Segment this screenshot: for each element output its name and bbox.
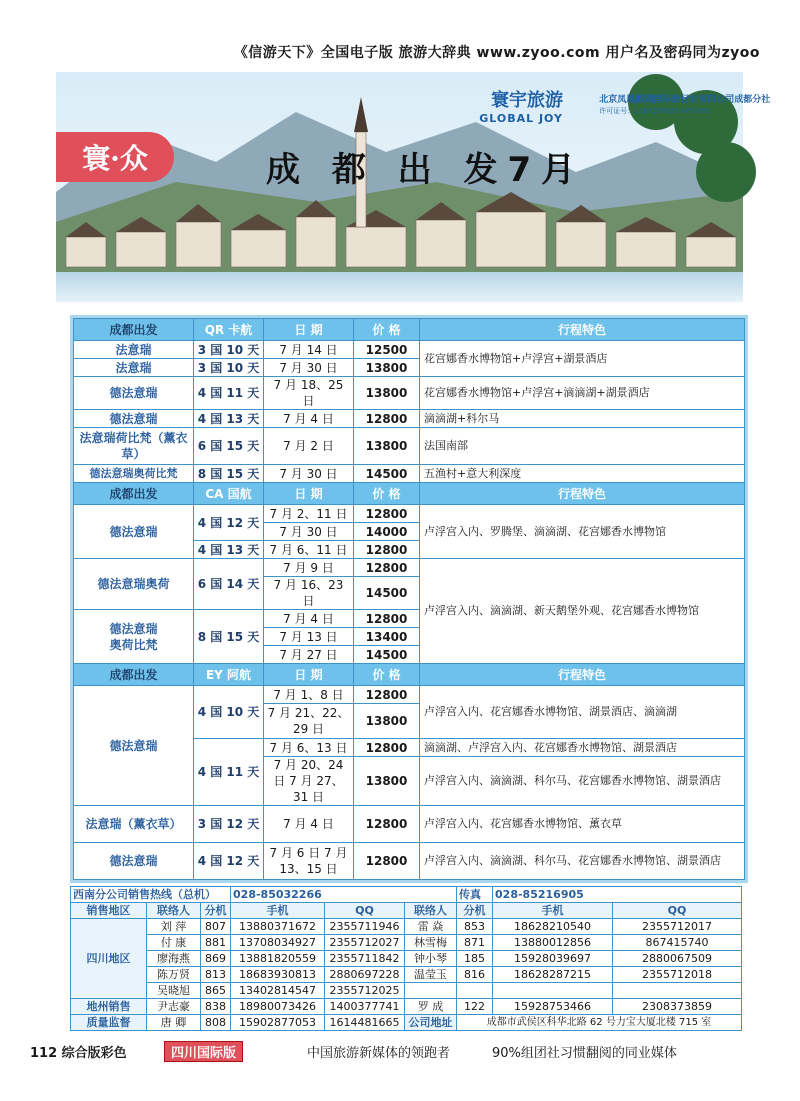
route-cell: 法意瑞 — [74, 359, 194, 377]
contact-cell: 罗 成 — [405, 999, 457, 1015]
route-cell: 德法意瑞 — [74, 377, 194, 410]
days-cell: 4 国 10 天 — [194, 686, 264, 739]
contact-cell: 吴晓旭 — [147, 983, 201, 999]
date-cell: 7 月 20、24 日 7 月 27、31 日 — [264, 757, 354, 806]
contact-cell: 温莹玉 — [405, 967, 457, 983]
contact-row — [71, 967, 742, 983]
contact-cell — [457, 983, 493, 999]
days-cell: 4 国 13 天 — [194, 410, 264, 428]
date-cell: 7 月 16、23 日 — [264, 577, 354, 610]
hero-banner — [56, 72, 771, 302]
contact-cell: 尹志豪 — [147, 999, 201, 1015]
company-address: 成都市武侯区科华北路 62 号力宝大厦北楼 715 室 — [457, 1015, 742, 1031]
contact-cell: 1400377741 — [325, 999, 405, 1015]
contact-cell: 871 — [457, 935, 493, 951]
brand-logo-block — [479, 86, 771, 125]
route-line: 德法意瑞 — [109, 621, 158, 636]
header-cell: 成都出发 — [74, 664, 194, 686]
hotline-number: 028-85032266 — [231, 887, 457, 903]
header-cell: 联络人 — [147, 903, 201, 919]
table-row — [74, 843, 745, 880]
feature-cell: 滴滴湖、卢浮宫入内、花宫娜香水博物馆、湖景酒店 — [420, 739, 745, 757]
date-cell: 7 月 30 日 — [264, 359, 354, 377]
table-row — [74, 428, 745, 465]
contact-row — [71, 999, 742, 1015]
contact-cell: 雷 焱 — [405, 919, 457, 935]
contact-cell: 林雪梅 — [405, 935, 457, 951]
header-cell: CA 国航 — [194, 483, 264, 505]
contact-cell: 13402814547 — [231, 983, 325, 999]
price-cell: 12500 — [354, 341, 420, 359]
hotline-label: 西南分公司销售热线（总机） — [71, 887, 231, 903]
contact-cell: 865 — [201, 983, 231, 999]
header-cell: 成都出发 — [74, 483, 194, 505]
header-cell: EY 阿航 — [194, 664, 264, 686]
contact-cell: 15928039697 — [493, 951, 613, 967]
date-cell: 7 月 9 日 — [264, 559, 354, 577]
contact-cell: 13708034927 — [231, 935, 325, 951]
price-cell: 12800 — [354, 505, 420, 523]
feature-cell: 法国南部 — [420, 428, 745, 465]
days-cell: 3 国 10 天 — [194, 359, 264, 377]
date-cell: 7 月 21、22、29 日 — [264, 704, 354, 739]
brand-name-cn: 寰宇旅游 — [491, 90, 563, 111]
header-cell: 日 期 — [264, 483, 354, 505]
feature-cell: 花宫娜香水博物馆+卢浮宫+滴滴湖+湖景酒店 — [420, 377, 745, 410]
date-cell: 7 月 27 日 — [264, 646, 354, 664]
contact-cell: 2880067509 — [613, 951, 742, 967]
days-cell: 4 国 12 天 — [194, 505, 264, 541]
address-label: 公司地址 — [405, 1015, 457, 1031]
header-cell: 行程特色 — [420, 319, 745, 341]
header-cell: 手机 — [493, 903, 613, 919]
price-cell: 13400 — [354, 628, 420, 646]
header-cell: 联络人 — [405, 903, 457, 919]
contact-cell: 18683930813 — [231, 967, 325, 983]
price-cell: 12800 — [354, 843, 420, 880]
contact-cell — [405, 983, 457, 999]
contact-cell: 2355712018 — [613, 967, 742, 983]
contact-row — [71, 919, 742, 935]
region-label: 四川地区 — [71, 919, 147, 999]
contact-cell: 2880697228 — [325, 967, 405, 983]
header-cell: 价 格 — [354, 483, 420, 505]
route-cell — [74, 610, 194, 664]
brand-tag: 寰·众 — [56, 132, 174, 182]
header-cell: 销售地区 — [71, 903, 147, 919]
header-cell: 价 格 — [354, 319, 420, 341]
header-cell: 日 期 — [264, 664, 354, 686]
edition-badge: 四川国际版 — [164, 1041, 243, 1062]
table-row — [74, 410, 745, 428]
route-cell: 法意瑞荷比梵（薰衣草） — [74, 428, 194, 465]
page-footer — [24, 1041, 784, 1063]
date-cell: 7 月 14 日 — [264, 341, 354, 359]
feature-cell: 花宫娜香水博物馆+卢浮宫+湖景酒店 — [420, 341, 745, 377]
contact-cell: 付 康 — [147, 935, 201, 951]
date-cell: 7 月 6、13 日 — [264, 739, 354, 757]
price-cell: 12800 — [354, 541, 420, 559]
contact-cell: 867415740 — [613, 935, 742, 951]
header-cell: 分机 — [457, 903, 493, 919]
contact-cell: 808 — [201, 1015, 231, 1031]
contact-cell: 13880012856 — [493, 935, 613, 951]
contact-header-row — [71, 903, 742, 919]
date-cell: 7 月 4 日 — [264, 410, 354, 428]
days-cell: 3 国 12 天 — [194, 806, 264, 843]
price-cell: 13800 — [354, 428, 420, 465]
page-title: 成 都 出 发7月 — [266, 150, 586, 190]
table-row — [74, 559, 745, 577]
price-cell: 12800 — [354, 559, 420, 577]
days-cell: 3 国 10 天 — [194, 341, 264, 359]
header-cell: 行程特色 — [420, 664, 745, 686]
feature-cell: 卢浮宫入内、罗腾堡、滴滴湖、花宫娜香水博物馆 — [420, 505, 745, 559]
contact-cell: 陈万贤 — [147, 967, 201, 983]
contact-cell: 122 — [457, 999, 493, 1015]
tour-price-table — [70, 315, 748, 883]
header-cell: QR 卡航 — [194, 319, 264, 341]
date-cell: 7 月 18、25 日 — [264, 377, 354, 410]
price-cell: 12800 — [354, 610, 420, 628]
header-cell: 手机 — [231, 903, 325, 919]
contact-cell: 813 — [201, 967, 231, 983]
contact-cell: 18628210540 — [493, 919, 613, 935]
date-cell: 7 月 30 日 — [264, 523, 354, 541]
table-row — [74, 505, 745, 523]
contact-cell: 刘 萍 — [147, 919, 201, 935]
fax-number: 028-85216905 — [493, 887, 742, 903]
feature-cell: 五渔村+意大利深度 — [420, 465, 745, 483]
price-cell: 14000 — [354, 523, 420, 541]
days-cell: 6 国 14 天 — [194, 559, 264, 610]
price-cell: 13800 — [354, 359, 420, 377]
contact-cell: 869 — [201, 951, 231, 967]
slogan-1: 中国旅游新媒体的领跑者 — [307, 1046, 451, 1061]
contact-cell: 2355711946 — [325, 919, 405, 935]
route-cell: 德法意瑞奥荷比梵 — [74, 465, 194, 483]
contact-cell: 13881820559 — [231, 951, 325, 967]
route-cell: 法意瑞 — [74, 341, 194, 359]
date-cell: 7 月 4 日 — [264, 806, 354, 843]
price-cell: 14500 — [354, 577, 420, 610]
table-header-ey — [74, 664, 745, 686]
contact-row — [71, 983, 742, 999]
contact-row — [71, 1015, 742, 1031]
page-number: 112 综合版彩色 — [30, 1046, 127, 1061]
feature-cell: 卢浮宫入内、滴滴湖、科尔马、花宫娜香水博物馆、湖景酒店 — [420, 843, 745, 880]
contact-row — [71, 935, 742, 951]
slogan-2: 90%组团社习惯翻阅的同业媒体 — [492, 1046, 677, 1061]
price-cell: 12800 — [354, 739, 420, 757]
feature-cell: 滴滴湖+科尔马 — [420, 410, 745, 428]
contact-cell: 唐 卿 — [147, 1015, 201, 1031]
date-cell: 7 月 30 日 — [264, 465, 354, 483]
price-cell: 12800 — [354, 806, 420, 843]
header-cell: QQ — [325, 903, 405, 919]
days-cell: 4 国 11 天 — [194, 739, 264, 806]
contact-cell: 185 — [457, 951, 493, 967]
days-cell: 4 国 11 天 — [194, 377, 264, 410]
contact-cell: 廖海燕 — [147, 951, 201, 967]
table-header-ca — [74, 483, 745, 505]
region-label: 质量监督 — [71, 1015, 147, 1031]
route-line: 奥荷比梵 — [109, 637, 158, 652]
price-cell: 14500 — [354, 465, 420, 483]
route-cell: 法意瑞（薰衣草） — [74, 806, 194, 843]
contact-cell — [613, 983, 742, 999]
route-cell: 德法意瑞 — [74, 410, 194, 428]
date-cell: 7 月 6 日 7 月 13、15 日 — [264, 843, 354, 880]
contact-cell: 1614481665 — [325, 1015, 405, 1031]
date-cell: 7 月 4 日 — [264, 610, 354, 628]
date-cell: 7 月 2、11 日 — [264, 505, 354, 523]
days-cell: 8 国 15 天 — [194, 610, 264, 664]
fax-label: 传真 — [457, 887, 493, 903]
header-cell: 分机 — [201, 903, 231, 919]
contact-cell: 807 — [201, 919, 231, 935]
contact-cell: 2355712017 — [613, 919, 742, 935]
license-number: 许可证号：L-BJ-CJ00020 APS-001 — [599, 107, 711, 115]
route-cell: 德法意瑞 — [74, 686, 194, 806]
price-cell: 13800 — [354, 704, 420, 739]
table-row — [74, 465, 745, 483]
contact-cell: 838 — [201, 999, 231, 1015]
feature-cell: 卢浮宫入内、滴滴湖、科尔马、花宫娜香水博物馆、湖景酒店 — [420, 757, 745, 806]
contact-cell: 18980073426 — [231, 999, 325, 1015]
date-cell: 7 月 1、8 日 — [264, 686, 354, 704]
contact-cell: 2355712027 — [325, 935, 405, 951]
price-cell: 12800 — [354, 686, 420, 704]
header-cell: QQ — [613, 903, 742, 919]
header-cell: 价 格 — [354, 664, 420, 686]
contact-cell: 816 — [457, 967, 493, 983]
header-cell: 行程特色 — [420, 483, 745, 505]
top-banner-text: 《信游天下》全国电子版 旅游大辞典 www.zyoo.com 用户名及密码同为zyoo — [233, 45, 760, 61]
route-cell: 德法意瑞 — [74, 843, 194, 880]
brand-name-en: GLOBAL JOY — [479, 112, 563, 125]
table-row — [74, 341, 745, 359]
contact-cell: 853 — [457, 919, 493, 935]
table-row — [74, 377, 745, 410]
days-cell: 4 国 13 天 — [194, 541, 264, 559]
feature-cell: 卢浮宫入内、滴滴湖、新天鹅堡外观、花宫娜香水博物馆 — [420, 559, 745, 664]
company-name: 北京凤凰假期国际旅行社有限公司成都分社 — [599, 95, 771, 105]
table-row — [74, 806, 745, 843]
top-banner — [0, 0, 800, 70]
table-header-qr — [74, 319, 745, 341]
contact-cell: 18628287215 — [493, 967, 613, 983]
days-cell: 6 国 15 天 — [194, 428, 264, 465]
contact-cell: 钟小琴 — [405, 951, 457, 967]
days-cell: 8 国 15 天 — [194, 465, 264, 483]
header-cell: 成都出发 — [74, 319, 194, 341]
contact-row — [71, 951, 742, 967]
route-cell: 德法意瑞 — [74, 505, 194, 559]
feature-cell: 卢浮宫入内、花宫娜香水博物馆、湖景酒店、滴滴湖 — [420, 686, 745, 739]
price-cell: 12800 — [354, 410, 420, 428]
price-cell: 13800 — [354, 377, 420, 410]
date-cell: 7 月 13 日 — [264, 628, 354, 646]
contact-cell: 2355712025 — [325, 983, 405, 999]
hotline-row — [71, 887, 742, 903]
feature-cell: 卢浮宫入内、花宫娜香水博物馆、薰衣草 — [420, 806, 745, 843]
contact-cell: 15928753466 — [493, 999, 613, 1015]
date-cell: 7 月 2 日 — [264, 428, 354, 465]
price-cell: 14500 — [354, 646, 420, 664]
region-label: 地州销售 — [71, 999, 147, 1015]
contact-cell: 15902877053 — [231, 1015, 325, 1031]
table-row — [74, 686, 745, 704]
contact-cell: 2308373859 — [613, 999, 742, 1015]
contact-cell — [493, 983, 613, 999]
contact-cell: 881 — [201, 935, 231, 951]
price-cell: 13800 — [354, 757, 420, 806]
days-cell: 4 国 12 天 — [194, 843, 264, 880]
contact-cell: 2355711842 — [325, 951, 405, 967]
contact-cell: 13880371672 — [231, 919, 325, 935]
date-cell: 7 月 6、11 日 — [264, 541, 354, 559]
contact-table — [70, 886, 742, 1031]
header-cell: 日 期 — [264, 319, 354, 341]
route-cell: 德法意瑞奥荷 — [74, 559, 194, 610]
